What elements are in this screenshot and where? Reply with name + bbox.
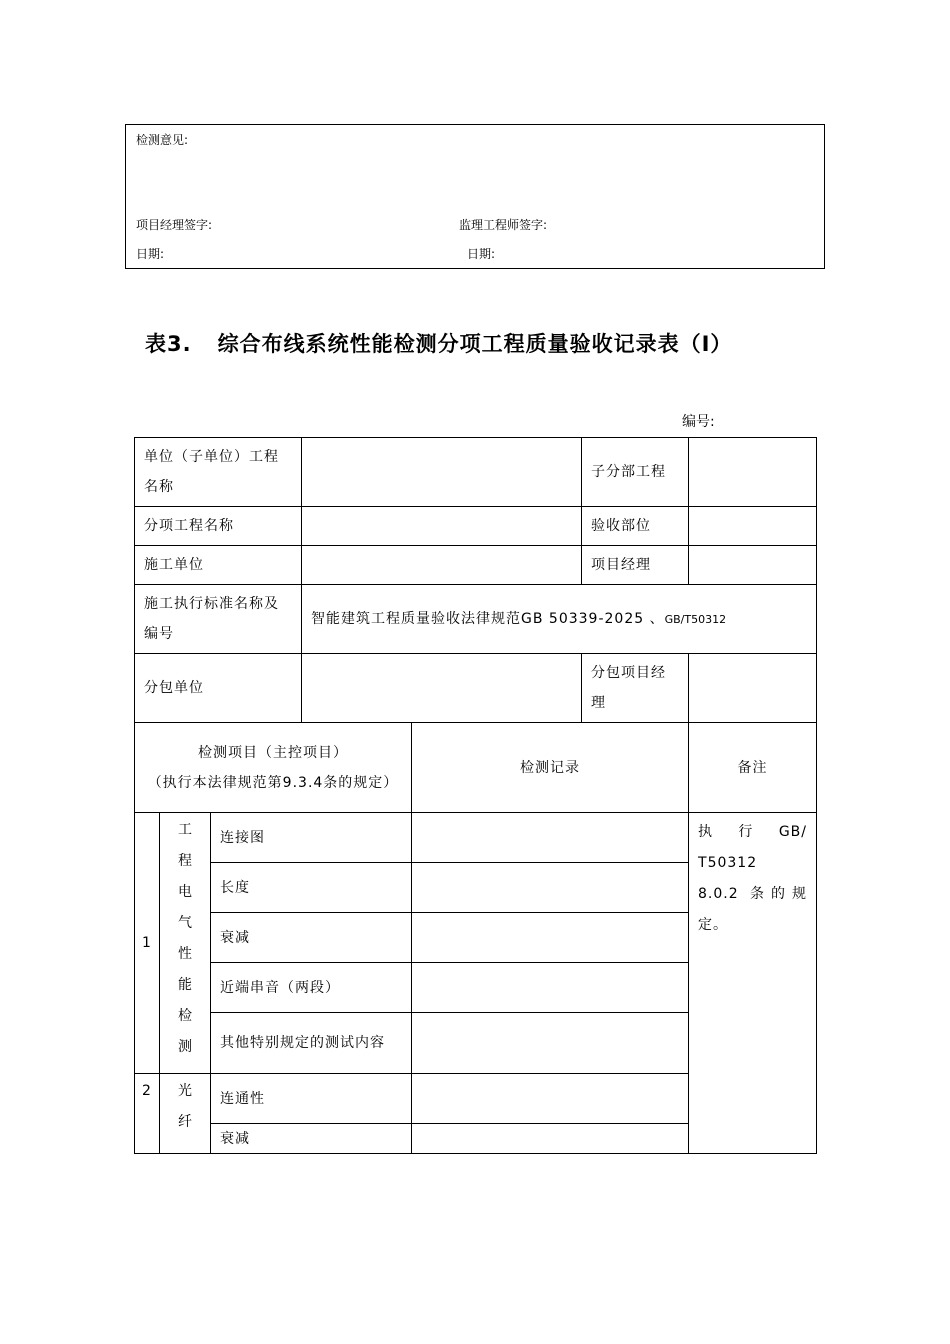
sub-item-label: 分项工程名称	[135, 507, 302, 546]
remark-header: 备注	[689, 723, 817, 813]
remark-cell	[689, 813, 817, 1154]
remark-line2: T50312	[698, 855, 758, 871]
group-2-category-text: 光纤	[178, 1083, 193, 1130]
sub-division-value[interactable]	[689, 438, 817, 507]
group-2-number: 2	[135, 1074, 160, 1154]
project-manager-label: 项目经理	[582, 546, 689, 585]
group-1-record-1[interactable]	[412, 813, 689, 863]
unit-project-value[interactable]	[302, 438, 582, 507]
standard-label: 施工执行标准名称及编号	[135, 585, 302, 654]
subcontract-pm-label: 分包项目经理	[582, 654, 689, 723]
group-2-item-2: 衰减	[211, 1124, 412, 1154]
inspection-item-header-line2: （执行本法律规范第9.3.4条的规定）	[147, 774, 399, 791]
group-1-record-5[interactable]	[412, 1013, 689, 1074]
inspection-opinion-box	[125, 124, 825, 269]
acceptance-record-table	[134, 437, 817, 1154]
date-label-left: 日期:	[136, 247, 165, 261]
group-2-item-1: 连通性	[211, 1074, 412, 1124]
sub-item-value[interactable]	[302, 507, 582, 546]
serial-number-label: 编号:	[682, 414, 715, 430]
remark-line1-a: 执	[698, 824, 714, 840]
construction-unit-value[interactable]	[302, 546, 582, 585]
subcontract-unit-label: 分包单位	[135, 654, 302, 723]
inspection-record-header: 检测记录	[412, 723, 689, 813]
inspection-item-header	[135, 723, 412, 813]
group-1-item-1: 连接图	[211, 813, 412, 863]
group-1-record-3[interactable]	[412, 913, 689, 963]
opinion-label: 检测意见:	[136, 133, 189, 147]
supervisor-sign-label: 监理工程师签字:	[459, 218, 548, 232]
project-manager-value[interactable]	[689, 546, 817, 585]
remark-line1-c: GB/	[778, 824, 807, 840]
group-2-record-2[interactable]	[412, 1124, 689, 1154]
pm-sign-label: 项目经理签字:	[136, 218, 213, 232]
group-2-record-1[interactable]	[412, 1074, 689, 1124]
group-2-category	[160, 1074, 211, 1154]
group-1-item-2: 长度	[211, 863, 412, 913]
acceptance-part-value[interactable]	[689, 507, 817, 546]
title-text: 综合布线系统性能检测分项工程质量验收记录表（Ⅰ）	[217, 332, 733, 356]
standard-value-main: 智能建筑工程质量验收法律规范GB 50339-2025 、	[311, 610, 665, 627]
subcontract-pm-value[interactable]	[689, 654, 817, 723]
subcontract-unit-value[interactable]	[302, 654, 582, 723]
page-title	[145, 328, 732, 358]
standard-value	[302, 585, 817, 654]
remark-line1	[698, 817, 807, 848]
remark-line3: 8.0.2 条的规定。	[698, 886, 808, 933]
group-1-item-5: 其他特别规定的测试内容	[211, 1013, 412, 1074]
remark-line1-b: 行	[738, 824, 754, 840]
group-1-item-4: 近端串音（两段）	[211, 963, 412, 1013]
unit-project-label: 单位（子单位）工程名称	[135, 438, 302, 507]
group-1-record-4[interactable]	[412, 963, 689, 1013]
date-label-right: 日期:	[467, 247, 496, 261]
acceptance-part-label: 验收部位	[582, 507, 689, 546]
standard-value-suffix: GB/T50312	[664, 612, 727, 626]
title-number: 表3.	[145, 332, 192, 356]
sub-division-label: 子分部工程	[582, 438, 689, 507]
inspection-item-header-line1: 检测项目（主控项目）	[198, 744, 348, 761]
group-1-item-3: 衰减	[211, 913, 412, 963]
group-1-number: 1	[135, 813, 160, 1074]
group-1-record-2[interactable]	[412, 863, 689, 913]
group-1-category-text: 工程电气性能检测	[178, 822, 193, 1055]
construction-unit-label: 施工单位	[135, 546, 302, 585]
group-1-category	[160, 813, 211, 1074]
